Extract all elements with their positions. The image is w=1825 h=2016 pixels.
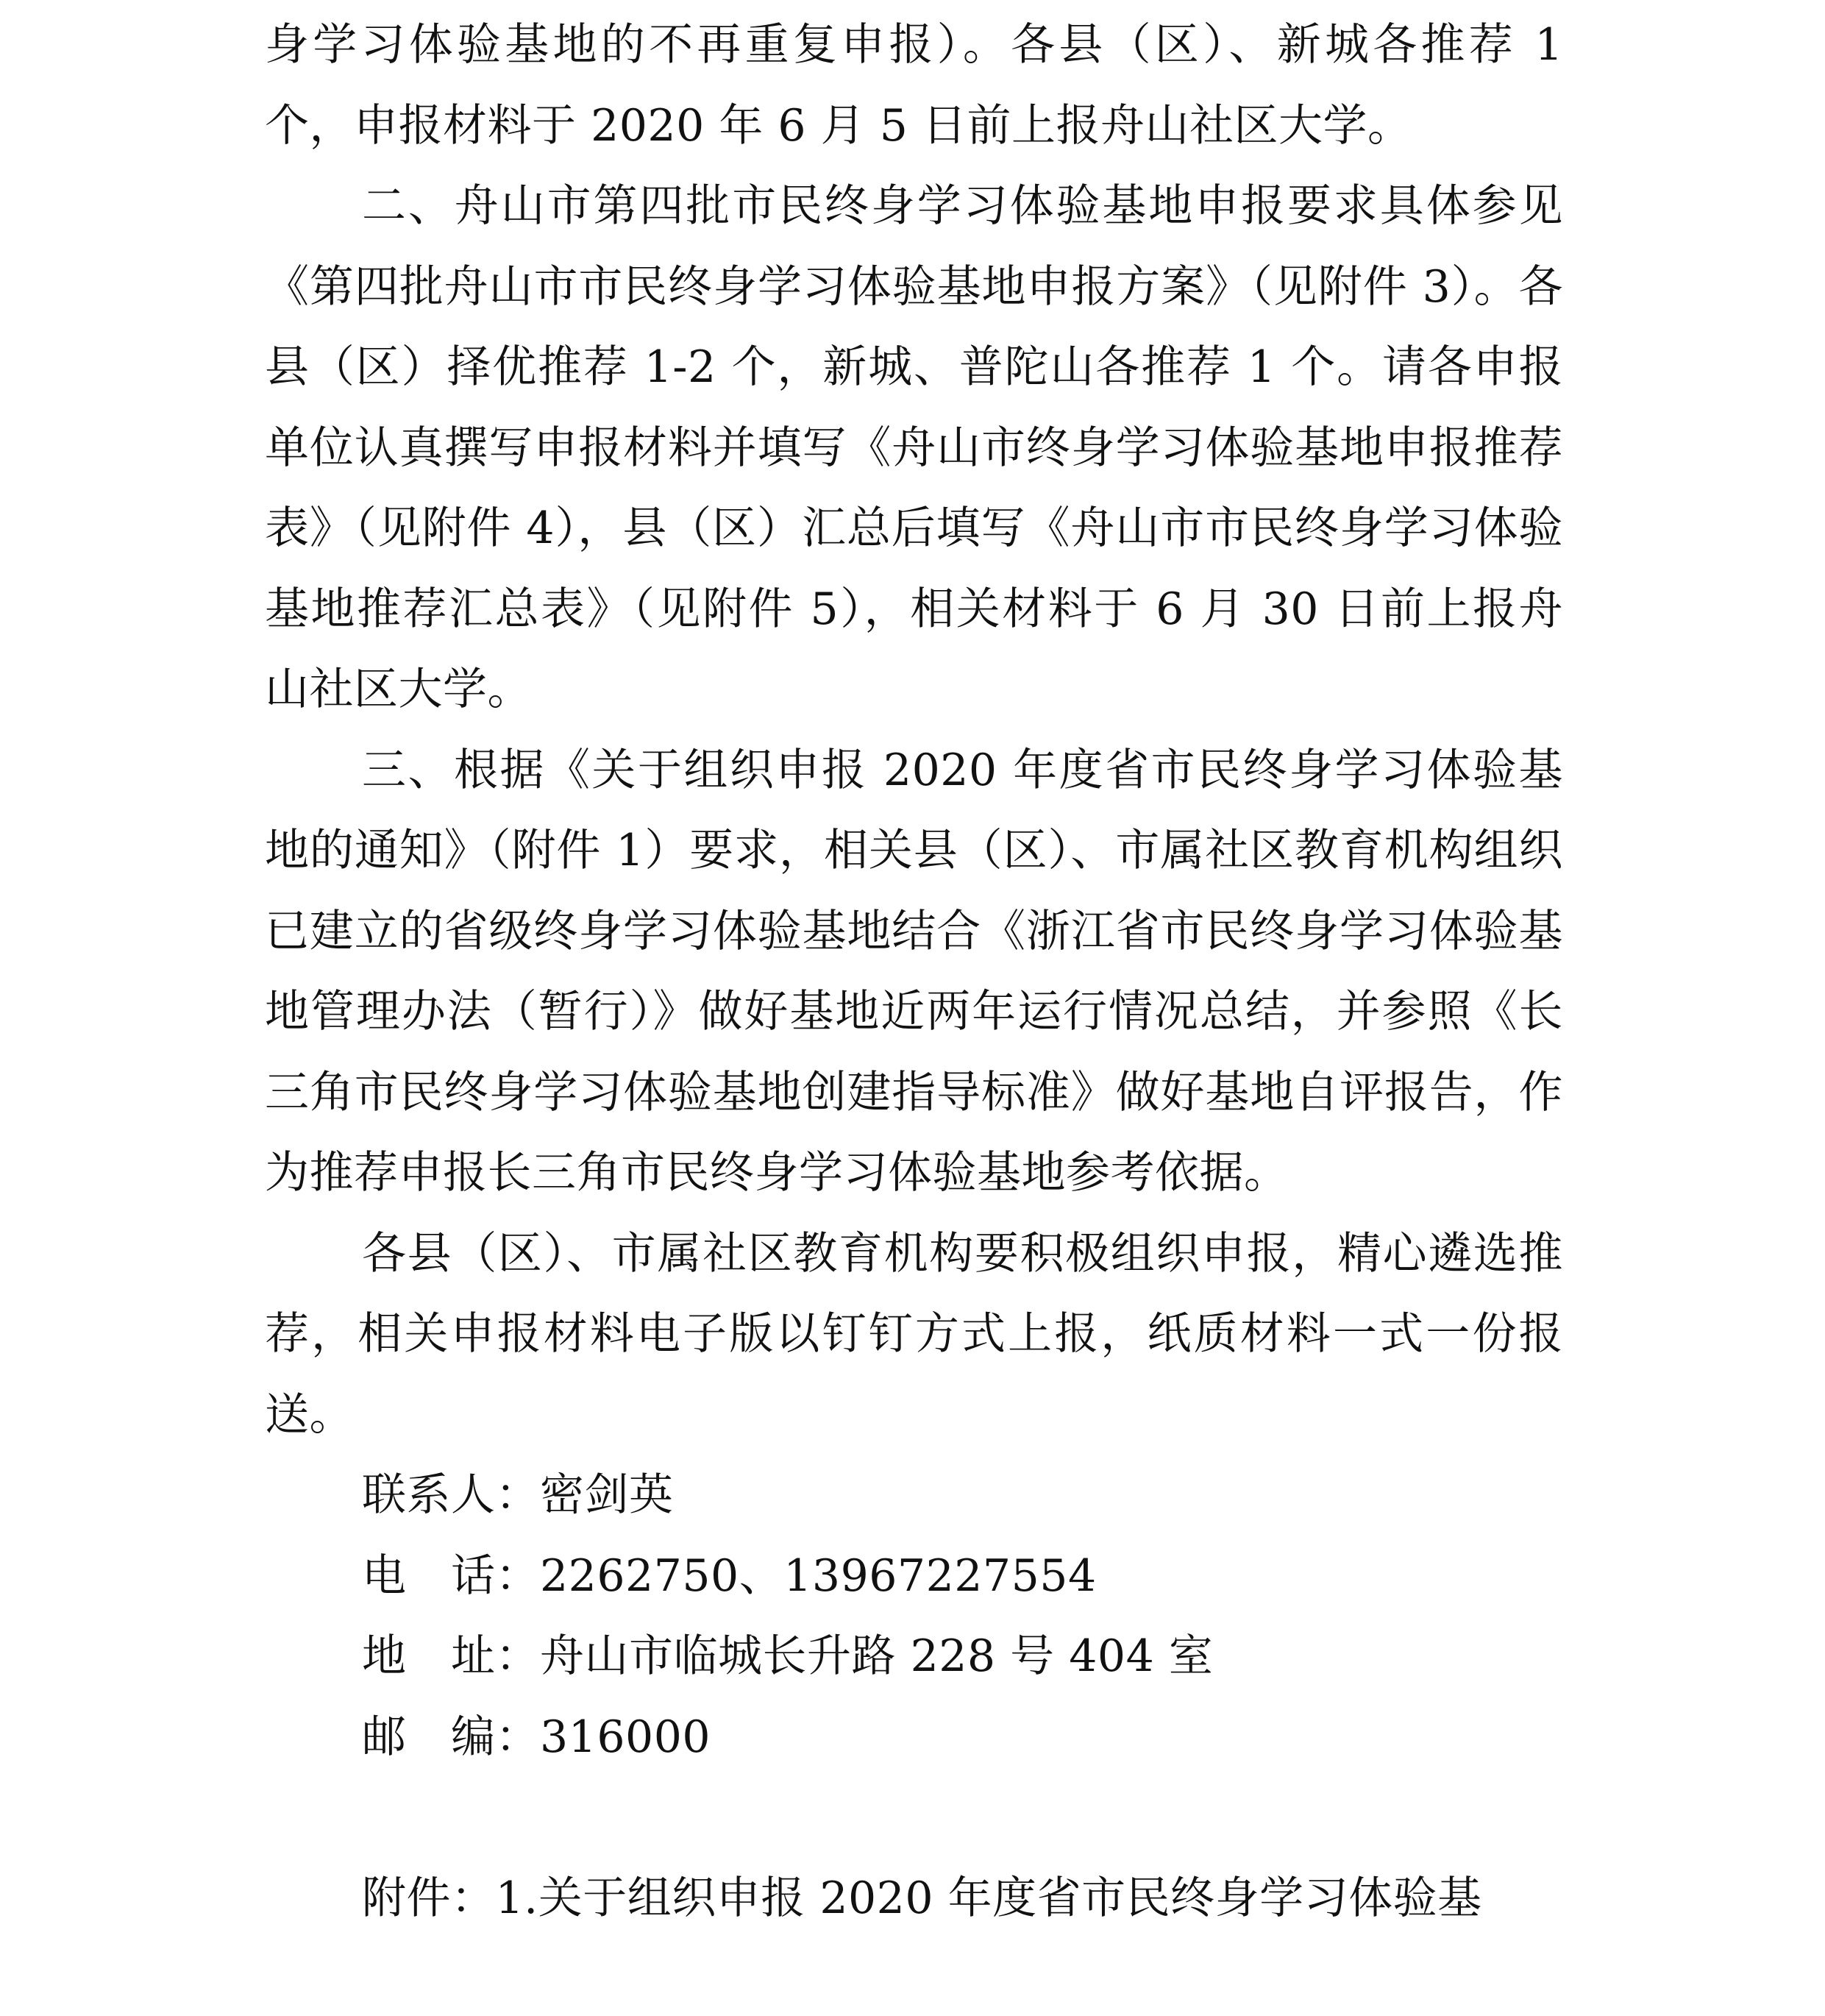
paragraph-item-three: 三、根据《关于组织申报 2020 年度省市民终身学习体验基地的通知》（附件 1）要求，相关县（区）、市属社区教育机构组织已建立的省级终身学习体验基地结合《浙江省市民终身学习体验基地管理办法（暂行）》做好基地近两年运行情况总结，并参照《长三角市民终身学习体验基地创建指导标准》做好基地自评报告，作为推荐申报长三角市民终身学习体验基地参考依据。 (265, 744, 1563, 1199)
contact-postcode-line (265, 1697, 1563, 1778)
contact-phone-value: 2262750、13967227554 (540, 1550, 1097, 1602)
contact-address-value: 舟山市临城长升路 228 号 404 室 (540, 1630, 1214, 1682)
contact-address-label: 地 址： (362, 1630, 540, 1682)
paragraph-item-two: 二、舟山市第四批市民终身学习体验基地申报要求具体参见《第四批舟山市市民终身学习体验基地申报方案》（见附件 3）。各县（区）择优推荐 1-2 个，新城、普陀山各推荐 1 个。请各申报单位认真撰写申报材料并填写《舟山市终身学习体验基地申报推荐表》（见附件 4），县（区）汇总后填写《舟山市市民终身学习体验基地推荐汇总表》（见附件 5），相关材料于 6 月 30 日前上报舟山社区大学。 (265, 180, 1563, 715)
paragraph-closing-request: 各县（区）、市属社区教育机构要积极组织申报，精心遴选推荐，相关申报材料电子版以钉钉方式上报，纸质材料一式一份报送。 (265, 1227, 1563, 1441)
attachment-label: 附件： (362, 1872, 496, 1924)
attachment-item-1: 1.关于组织申报 2020 年度省市民终身学习体验基 (495, 1872, 1482, 1924)
contact-postcode-label: 邮 编： (362, 1711, 540, 1763)
document-page (265, 0, 1563, 2016)
contact-person-label: 联系人： (362, 1469, 540, 1521)
contact-person-value: 密剑英 (540, 1469, 674, 1521)
contact-address-line (265, 1616, 1563, 1697)
contact-postcode-value: 316000 (540, 1711, 711, 1763)
attachment-line (265, 1859, 1563, 1939)
contact-person-line (265, 1455, 1563, 1536)
contact-phone-line (265, 1536, 1563, 1617)
contact-phone-label: 电 话： (362, 1550, 540, 1602)
blank-line (265, 1778, 1563, 1859)
paragraph-continuation: 身学习体验基地的不再重复申报）。各县（区）、新城各推荐 1 个，申报材料于 2020 年 6 月 5 日前上报舟山社区大学。 (265, 19, 1563, 152)
